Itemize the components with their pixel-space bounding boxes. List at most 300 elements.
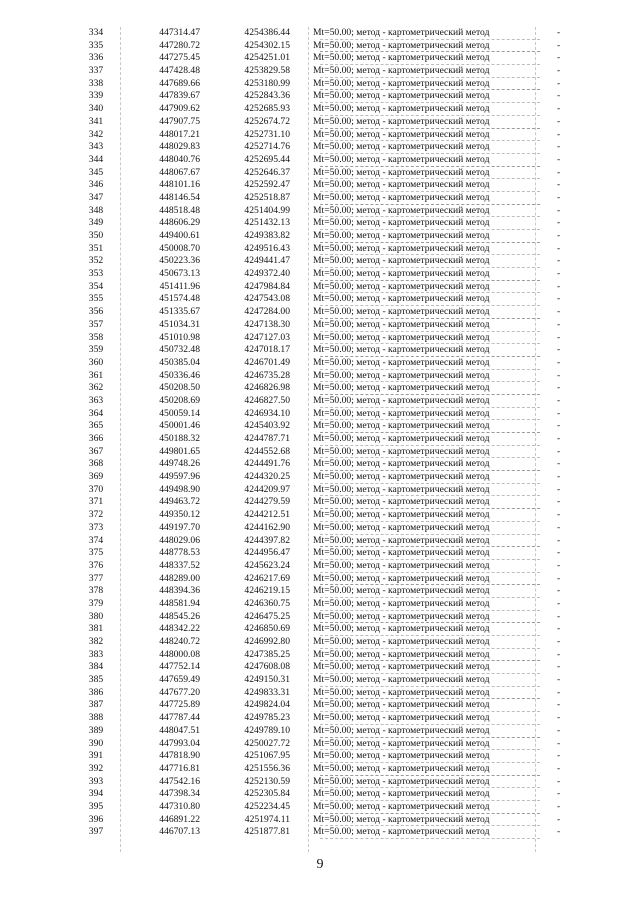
point-number: 371 bbox=[88, 496, 104, 508]
y-coordinate: 4252305.84 bbox=[244, 788, 290, 800]
table-row bbox=[0, 65, 640, 78]
point-number: 335 bbox=[88, 39, 104, 51]
x-coordinate: 451411.96 bbox=[159, 280, 200, 292]
point-number: 370 bbox=[88, 483, 104, 495]
dash-mark: - bbox=[557, 369, 561, 381]
table-row bbox=[0, 573, 640, 586]
table-row bbox=[0, 370, 640, 383]
point-number: 389 bbox=[88, 724, 104, 736]
table-row bbox=[0, 217, 640, 230]
x-coordinate: 448581.94 bbox=[159, 597, 200, 609]
y-coordinate: 4246219.15 bbox=[244, 585, 290, 597]
dash-mark: - bbox=[557, 255, 561, 267]
accuracy-method: Mt=50.00; метод - картометрический метод bbox=[313, 242, 490, 254]
dash-mark: - bbox=[557, 826, 561, 838]
dash-mark: - bbox=[557, 280, 561, 292]
table-row bbox=[0, 750, 640, 763]
table-row bbox=[0, 535, 640, 548]
point-number: 379 bbox=[88, 597, 104, 609]
dash-mark: - bbox=[557, 318, 561, 330]
table-row bbox=[0, 167, 640, 180]
y-coordinate: 4249785.23 bbox=[244, 712, 290, 724]
y-coordinate: 4254386.44 bbox=[244, 27, 290, 38]
point-number: 394 bbox=[88, 788, 104, 800]
accuracy-method: Mt=50.00; метод - картометрический метод bbox=[313, 597, 490, 609]
accuracy-method: Mt=50.00; метод - картометрический метод bbox=[313, 534, 490, 546]
table-row bbox=[0, 332, 640, 345]
accuracy-method: Mt=50.00; метод - картометрический метод bbox=[313, 166, 490, 178]
point-number: 392 bbox=[88, 762, 104, 774]
dash-mark: - bbox=[557, 458, 561, 470]
x-coordinate: 450336.46 bbox=[159, 369, 200, 381]
table-row bbox=[0, 129, 640, 142]
dash-mark: - bbox=[557, 572, 561, 584]
accuracy-method: Mt=50.00; метод - картометрический метод bbox=[313, 445, 490, 457]
dash-mark: - bbox=[557, 661, 561, 673]
point-number: 390 bbox=[88, 737, 104, 749]
table-row bbox=[0, 687, 640, 700]
y-coordinate: 4245623.24 bbox=[244, 559, 290, 571]
dash-mark: - bbox=[557, 699, 561, 711]
table-row bbox=[0, 27, 640, 40]
accuracy-method: Mt=50.00; метод - картометрический метод bbox=[313, 420, 490, 432]
point-number: 350 bbox=[88, 230, 104, 241]
table-row bbox=[0, 560, 640, 573]
x-coordinate: 451335.67 bbox=[159, 306, 200, 318]
dash-mark: - bbox=[557, 420, 561, 432]
table-row bbox=[0, 674, 640, 687]
point-number: 351 bbox=[88, 242, 104, 254]
accuracy-method: Mt=50.00; метод - картометрический метод bbox=[313, 268, 490, 280]
dash-mark: - bbox=[557, 65, 561, 77]
accuracy-method: Mt=50.00; метод - картометрический метод bbox=[313, 153, 490, 165]
point-number: 375 bbox=[88, 547, 104, 559]
x-coordinate: 448337.52 bbox=[159, 559, 200, 571]
point-number: 339 bbox=[88, 90, 104, 102]
accuracy-method: Mt=50.00; метод - картометрический метод bbox=[313, 217, 490, 229]
dash-mark: - bbox=[557, 597, 561, 609]
table-row bbox=[0, 141, 640, 154]
point-number: 345 bbox=[88, 166, 104, 178]
table-row bbox=[0, 585, 640, 598]
accuracy-method: Mt=50.00; метод - картометрический метод bbox=[313, 179, 490, 191]
dash-mark: - bbox=[557, 115, 561, 127]
x-coordinate: 450008.70 bbox=[159, 242, 200, 254]
x-coordinate: 448606.29 bbox=[159, 217, 200, 229]
dash-mark: - bbox=[557, 610, 561, 622]
dash-mark: - bbox=[557, 724, 561, 736]
dash-mark: - bbox=[557, 636, 561, 647]
point-number: 365 bbox=[88, 420, 104, 432]
y-coordinate: 4250027.72 bbox=[244, 737, 290, 749]
accuracy-method: Mt=50.00; метод - картометрический метод bbox=[313, 610, 490, 622]
dash-mark: - bbox=[557, 750, 561, 762]
dash-mark: - bbox=[557, 559, 561, 571]
accuracy-method: Mt=50.00; метод - картометрический метод bbox=[313, 433, 490, 444]
y-coordinate: 4247018.17 bbox=[244, 344, 290, 356]
dash-mark: - bbox=[557, 268, 561, 280]
dash-mark: - bbox=[557, 128, 561, 140]
accuracy-method: Mt=50.00; метод - картометрический метод bbox=[313, 788, 490, 800]
y-coordinate: 4246360.75 bbox=[244, 597, 290, 609]
table-row bbox=[0, 649, 640, 662]
table-row bbox=[0, 52, 640, 65]
y-coordinate: 4251877.81 bbox=[244, 826, 290, 838]
y-coordinate: 4244397.82 bbox=[244, 534, 290, 546]
dash-mark: - bbox=[557, 674, 561, 686]
point-number: 377 bbox=[88, 572, 104, 584]
accuracy-method: Mt=50.00; метод - картометрический метод bbox=[313, 344, 490, 356]
x-coordinate: 447314.47 bbox=[159, 27, 200, 38]
accuracy-method: Mt=50.00; метод - картометрический метод bbox=[313, 661, 490, 673]
x-coordinate: 447839.67 bbox=[159, 90, 200, 102]
y-coordinate: 4244212.51 bbox=[244, 509, 290, 521]
x-coordinate: 449400.61 bbox=[159, 230, 200, 241]
y-coordinate: 4246934.10 bbox=[244, 407, 290, 419]
table-row bbox=[0, 243, 640, 256]
dash-mark: - bbox=[557, 382, 561, 394]
accuracy-method: Mt=50.00; метод - картометрический метод bbox=[313, 331, 490, 343]
y-coordinate: 4252592.47 bbox=[244, 179, 290, 191]
dash-mark: - bbox=[557, 648, 561, 660]
table-row bbox=[0, 763, 640, 776]
point-number: 342 bbox=[88, 128, 104, 140]
accuracy-method: Mt=50.00; метод - картометрический метод bbox=[313, 623, 490, 635]
accuracy-method: Mt=50.00; метод - картометрический метод bbox=[313, 306, 490, 318]
dash-mark: - bbox=[557, 306, 561, 318]
accuracy-method: Mt=50.00; метод - картометрический метод bbox=[313, 547, 490, 559]
y-coordinate: 4251556.36 bbox=[244, 762, 290, 774]
y-coordinate: 4246735.28 bbox=[244, 369, 290, 381]
point-number: 349 bbox=[88, 217, 104, 229]
x-coordinate: 450001.46 bbox=[159, 420, 200, 432]
table-row bbox=[0, 826, 640, 839]
point-number: 348 bbox=[88, 204, 104, 216]
dash-mark: - bbox=[557, 52, 561, 64]
point-number: 383 bbox=[88, 648, 104, 660]
dash-mark: - bbox=[557, 166, 561, 178]
accuracy-method: Mt=50.00; метод - картометрический метод bbox=[313, 471, 490, 483]
table-row bbox=[0, 395, 640, 408]
y-coordinate: 4247127.03 bbox=[244, 331, 290, 343]
dash-mark: - bbox=[557, 471, 561, 483]
accuracy-method: Mt=50.00; метод - картометрический метод bbox=[313, 724, 490, 736]
point-number: 393 bbox=[88, 775, 104, 787]
dash-mark: - bbox=[557, 217, 561, 229]
point-number: 360 bbox=[88, 356, 104, 368]
accuracy-method: Mt=50.00; метод - картометрический метод bbox=[313, 382, 490, 394]
dash-mark: - bbox=[557, 230, 561, 241]
point-number: 391 bbox=[88, 750, 104, 762]
accuracy-method: Mt=50.00; метод - картометрический метод bbox=[313, 826, 490, 838]
x-coordinate: 448778.53 bbox=[159, 547, 200, 559]
accuracy-method: Mt=50.00; метод - картометрический метод bbox=[313, 458, 490, 470]
dash-mark: - bbox=[557, 800, 561, 812]
x-coordinate: 447689.66 bbox=[159, 77, 200, 89]
table-row bbox=[0, 40, 640, 53]
y-coordinate: 4253829.58 bbox=[244, 65, 290, 77]
x-coordinate: 447398.34 bbox=[159, 788, 200, 800]
accuracy-method: Mt=50.00; метод - картометрический метод bbox=[313, 496, 490, 508]
dash-mark: - bbox=[557, 433, 561, 444]
table-row bbox=[0, 154, 640, 167]
y-coordinate: 4252731.10 bbox=[244, 128, 290, 140]
dash-mark: - bbox=[557, 27, 561, 38]
point-number: 354 bbox=[88, 280, 104, 292]
accuracy-method: Mt=50.00; метод - картометрический метод bbox=[313, 90, 490, 102]
x-coordinate: 448040.76 bbox=[159, 153, 200, 165]
x-coordinate: 449197.70 bbox=[159, 521, 200, 533]
point-number: 388 bbox=[88, 712, 104, 724]
x-coordinate: 449801.65 bbox=[159, 445, 200, 457]
point-number: 373 bbox=[88, 521, 104, 533]
x-coordinate: 446707.13 bbox=[159, 826, 200, 838]
x-coordinate: 448000.08 bbox=[159, 648, 200, 660]
point-number: 384 bbox=[88, 661, 104, 673]
table-row bbox=[0, 230, 640, 243]
x-coordinate: 447677.20 bbox=[159, 686, 200, 698]
accuracy-method: Mt=50.00; метод - картометрический метод bbox=[313, 674, 490, 686]
dash-mark: - bbox=[557, 331, 561, 343]
x-coordinate: 447275.45 bbox=[159, 52, 200, 64]
accuracy-method: Mt=50.00; метод - картометрический метод bbox=[313, 255, 490, 267]
dash-mark: - bbox=[557, 496, 561, 508]
y-coordinate: 4247608.08 bbox=[244, 661, 290, 673]
table-row bbox=[0, 293, 640, 306]
y-coordinate: 4246701.49 bbox=[244, 356, 290, 368]
dash-mark: - bbox=[557, 242, 561, 254]
accuracy-method: Mt=50.00; метод - картометрический метод bbox=[313, 712, 490, 724]
x-coordinate: 448047.51 bbox=[159, 724, 200, 736]
y-coordinate: 4252674.72 bbox=[244, 115, 290, 127]
table-row bbox=[0, 611, 640, 624]
y-coordinate: 4251432.13 bbox=[244, 217, 290, 229]
x-coordinate: 450059.14 bbox=[159, 407, 200, 419]
y-coordinate: 4252518.87 bbox=[244, 191, 290, 203]
point-number: 334 bbox=[88, 27, 104, 38]
accuracy-method: Mt=50.00; метод - картометрический метод bbox=[313, 318, 490, 330]
y-coordinate: 4251404.99 bbox=[244, 204, 290, 216]
table-row bbox=[0, 382, 640, 395]
table-row bbox=[0, 103, 640, 116]
table-row bbox=[0, 623, 640, 636]
table-row bbox=[0, 344, 640, 357]
dash-mark: - bbox=[557, 623, 561, 635]
dash-mark: - bbox=[557, 788, 561, 800]
table-row bbox=[0, 205, 640, 218]
y-coordinate: 4249833.31 bbox=[244, 686, 290, 698]
x-coordinate: 447542.16 bbox=[159, 775, 200, 787]
table-row bbox=[0, 788, 640, 801]
y-coordinate: 4246475.25 bbox=[244, 610, 290, 622]
x-coordinate: 448545.26 bbox=[159, 610, 200, 622]
point-number: 353 bbox=[88, 268, 104, 280]
x-coordinate: 448067.67 bbox=[159, 166, 200, 178]
y-coordinate: 4244209.97 bbox=[244, 483, 290, 495]
y-coordinate: 4254302.15 bbox=[244, 39, 290, 51]
dash-mark: - bbox=[557, 686, 561, 698]
x-coordinate: 449498.90 bbox=[159, 483, 200, 495]
point-number: 355 bbox=[88, 293, 104, 305]
table-row bbox=[0, 661, 640, 674]
point-number: 362 bbox=[88, 382, 104, 394]
point-number: 337 bbox=[88, 65, 104, 77]
dash-mark: - bbox=[557, 153, 561, 165]
dash-mark: - bbox=[557, 775, 561, 787]
accuracy-method: Mt=50.00; метод - картометрический метод bbox=[313, 699, 490, 711]
x-coordinate: 448029.83 bbox=[159, 141, 200, 153]
x-coordinate: 450223.36 bbox=[159, 255, 200, 267]
point-number: 396 bbox=[88, 813, 104, 825]
table-row bbox=[0, 547, 640, 560]
accuracy-method: Mt=50.00; метод - картометрический метод bbox=[313, 394, 490, 406]
point-number: 357 bbox=[88, 318, 104, 330]
table-row bbox=[0, 78, 640, 91]
y-coordinate: 4252695.44 bbox=[244, 153, 290, 165]
accuracy-method: Mt=50.00; метод - картометрический метод bbox=[313, 800, 490, 812]
row-divider bbox=[320, 838, 540, 839]
x-coordinate: 447280.72 bbox=[159, 39, 200, 51]
table-row bbox=[0, 725, 640, 738]
y-coordinate: 4249516.43 bbox=[244, 242, 290, 254]
point-number: 367 bbox=[88, 445, 104, 457]
table-row bbox=[0, 433, 640, 446]
dash-mark: - bbox=[557, 77, 561, 89]
dash-mark: - bbox=[557, 39, 561, 51]
point-number: 376 bbox=[88, 559, 104, 571]
point-number: 387 bbox=[88, 699, 104, 711]
dash-mark: - bbox=[557, 762, 561, 774]
table-row bbox=[0, 801, 640, 814]
point-number: 368 bbox=[88, 458, 104, 470]
accuracy-method: Mt=50.00; метод - картометрический метод bbox=[313, 585, 490, 597]
table-row bbox=[0, 116, 640, 129]
y-coordinate: 4252646.37 bbox=[244, 166, 290, 178]
x-coordinate: 449597.96 bbox=[159, 471, 200, 483]
accuracy-method: Mt=50.00; метод - картометрический метод bbox=[313, 636, 490, 647]
point-number: 374 bbox=[88, 534, 104, 546]
y-coordinate: 4244491.76 bbox=[244, 458, 290, 470]
y-coordinate: 4247984.84 bbox=[244, 280, 290, 292]
x-coordinate: 450732.48 bbox=[159, 344, 200, 356]
accuracy-method: Mt=50.00; метод - картометрический метод bbox=[313, 141, 490, 153]
point-number: 386 bbox=[88, 686, 104, 698]
dash-mark: - bbox=[557, 534, 561, 546]
accuracy-method: Mt=50.00; метод - картометрический метод bbox=[313, 775, 490, 787]
table-row bbox=[0, 776, 640, 789]
y-coordinate: 4249150.31 bbox=[244, 674, 290, 686]
x-coordinate: 451034.31 bbox=[159, 318, 200, 330]
x-coordinate: 448101.16 bbox=[159, 179, 200, 191]
accuracy-method: Mt=50.00; метод - картометрический метод bbox=[313, 572, 490, 584]
table-row bbox=[0, 357, 640, 370]
x-coordinate: 451010.98 bbox=[159, 331, 200, 343]
point-number: 340 bbox=[88, 103, 104, 115]
point-number: 363 bbox=[88, 394, 104, 406]
x-coordinate: 447659.49 bbox=[159, 674, 200, 686]
y-coordinate: 4251974.11 bbox=[244, 813, 290, 825]
table-row bbox=[0, 636, 640, 649]
dash-mark: - bbox=[557, 737, 561, 749]
y-coordinate: 4249824.04 bbox=[244, 699, 290, 711]
x-coordinate: 448017.21 bbox=[159, 128, 200, 140]
y-coordinate: 4247543.08 bbox=[244, 293, 290, 305]
accuracy-method: Mt=50.00; метод - картометрический метод bbox=[313, 115, 490, 127]
dash-mark: - bbox=[557, 521, 561, 533]
point-number: 336 bbox=[88, 52, 104, 64]
accuracy-method: Mt=50.00; метод - картометрический метод bbox=[313, 103, 490, 115]
x-coordinate: 450673.13 bbox=[159, 268, 200, 280]
x-coordinate: 448240.72 bbox=[159, 636, 200, 647]
y-coordinate: 4246217.69 bbox=[244, 572, 290, 584]
accuracy-method: Mt=50.00; метод - картометрический метод bbox=[313, 293, 490, 305]
x-coordinate: 449748.26 bbox=[159, 458, 200, 470]
point-number: 361 bbox=[88, 369, 104, 381]
point-number: 385 bbox=[88, 674, 104, 686]
table-row bbox=[0, 255, 640, 268]
y-coordinate: 4249372.40 bbox=[244, 268, 290, 280]
y-coordinate: 4252130.59 bbox=[244, 775, 290, 787]
y-coordinate: 4246992.80 bbox=[244, 636, 290, 647]
x-coordinate: 447428.48 bbox=[159, 65, 200, 77]
y-coordinate: 4253180.99 bbox=[244, 77, 290, 89]
point-number: 369 bbox=[88, 471, 104, 483]
accuracy-method: Mt=50.00; метод - картометрический метод bbox=[313, 128, 490, 140]
y-coordinate: 4246826.98 bbox=[244, 382, 290, 394]
y-coordinate: 4244279.59 bbox=[244, 496, 290, 508]
table-row bbox=[0, 699, 640, 712]
accuracy-method: Mt=50.00; метод - картометрический метод bbox=[313, 483, 490, 495]
point-number: 358 bbox=[88, 331, 104, 343]
y-coordinate: 4249789.10 bbox=[244, 724, 290, 736]
table-row bbox=[0, 598, 640, 611]
y-coordinate: 4247138.30 bbox=[244, 318, 290, 330]
dash-mark: - bbox=[557, 407, 561, 419]
y-coordinate: 4252234.45 bbox=[244, 800, 290, 812]
point-number: 378 bbox=[88, 585, 104, 597]
x-coordinate: 447818.90 bbox=[159, 750, 200, 762]
table-row bbox=[0, 446, 640, 459]
x-coordinate: 450385.04 bbox=[159, 356, 200, 368]
dash-mark: - bbox=[557, 547, 561, 559]
x-coordinate: 449350.12 bbox=[159, 509, 200, 521]
x-coordinate: 450208.69 bbox=[159, 394, 200, 406]
y-coordinate: 4252843.36 bbox=[244, 90, 290, 102]
table-row bbox=[0, 484, 640, 497]
x-coordinate: 446891.22 bbox=[159, 813, 200, 825]
x-coordinate: 447752.14 bbox=[159, 661, 200, 673]
y-coordinate: 4246850.69 bbox=[244, 623, 290, 635]
x-coordinate: 449463.72 bbox=[159, 496, 200, 508]
table-row bbox=[0, 306, 640, 319]
accuracy-method: Mt=50.00; метод - картометрический метод bbox=[313, 77, 490, 89]
accuracy-method: Mt=50.00; метод - картометрический метод bbox=[313, 407, 490, 419]
y-coordinate: 4252685.93 bbox=[244, 103, 290, 115]
dash-mark: - bbox=[557, 141, 561, 153]
dash-mark: - bbox=[557, 90, 561, 102]
dash-mark: - bbox=[557, 103, 561, 115]
point-number: 359 bbox=[88, 344, 104, 356]
y-coordinate: 4254251.01 bbox=[244, 52, 290, 64]
point-number: 356 bbox=[88, 306, 104, 318]
y-coordinate: 4249441.47 bbox=[244, 255, 290, 267]
x-coordinate: 448289.00 bbox=[159, 572, 200, 584]
table-row bbox=[0, 458, 640, 471]
point-number: 366 bbox=[88, 433, 104, 444]
x-coordinate: 447716.81 bbox=[159, 762, 200, 774]
table-row bbox=[0, 319, 640, 332]
x-coordinate: 447993.04 bbox=[159, 737, 200, 749]
